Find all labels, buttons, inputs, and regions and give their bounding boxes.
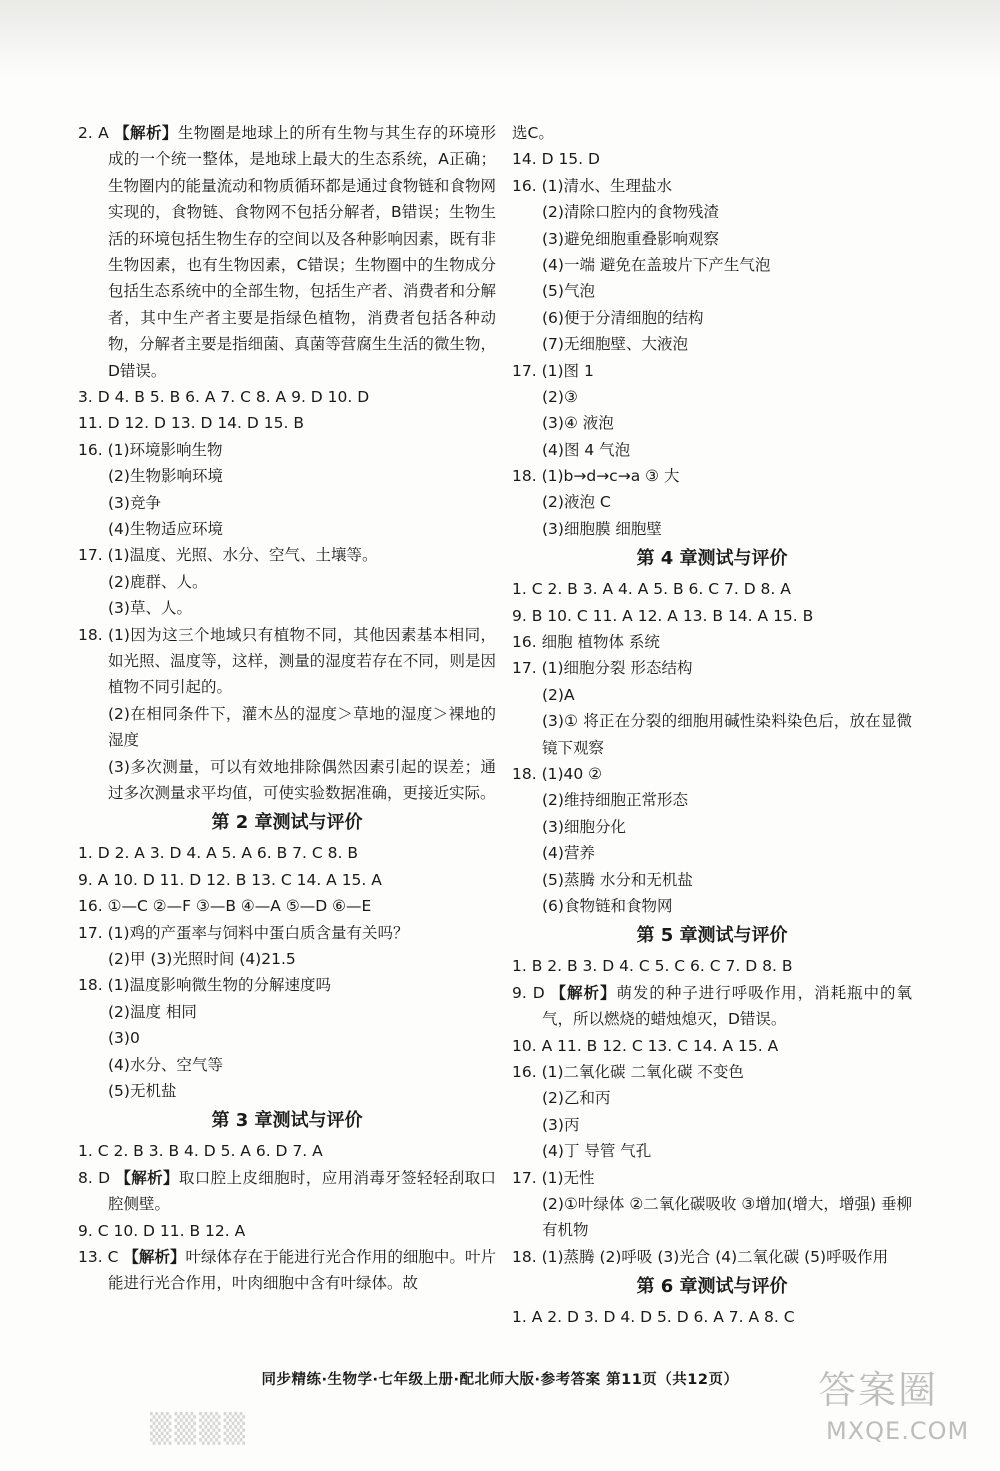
answer-line: 16. (1)环境影响生物	[78, 440, 223, 459]
answer-subitem: (5)气泡	[542, 282, 595, 301]
answer-line: 16. 细胞 植物体 系统	[512, 633, 660, 652]
answer-item	[512, 980, 912, 1033]
watermark-logo	[818, 1359, 978, 1459]
analysis-tag: 【解析】	[550, 983, 617, 1002]
answer-subitem: (3)草、人。	[108, 599, 192, 618]
answer-subitem: (2)液泡 C	[542, 493, 611, 512]
answer-subitem: (6)便于分清细胞的结构	[542, 308, 704, 327]
answer-line: 1. C 2. B 3. A 4. A 5. B 6. C 7. D 8. A	[512, 580, 791, 599]
answer-number: 18.	[78, 625, 108, 644]
answer-subitem: (3)多次测量，可以有效地排除偶然因素引起的误差；通过多次测量求平均值，可使实验数据准确，更接近实际。	[108, 757, 496, 803]
answer-subitem: (2)在相同条件下，灌木丛的湿度＞草地的湿度＞裸地的湿度	[108, 704, 496, 750]
watermark-site: MXQE.COM	[826, 1417, 970, 1445]
answer-text: 取口腔上皮细胞时，应用消毒牙签轻轻刮取口腔侧壁。	[108, 1168, 496, 1214]
answer-line: 14. D 15. D	[512, 150, 600, 169]
analysis-tag: 【解析】	[114, 124, 178, 142]
answer-text: 叶绿体存在于能进行光合作用的细胞中。叶片能进行光合作用，叶肉细胞中含有叶绿体。故	[108, 1247, 496, 1293]
answer-subitem: (5)无机盐	[108, 1081, 177, 1100]
answer-line: 10. A 11. B 12. C 13. C 14. A 15. A	[512, 1036, 779, 1055]
answer-line: 17. (1)图 1	[512, 361, 594, 380]
section-heading: 第 3 章测试与评价	[211, 1110, 363, 1132]
answer-item	[78, 120, 496, 384]
answer-subitem: (3)④ 液泡	[542, 414, 614, 433]
analysis-tag: 【解析】	[123, 1247, 186, 1266]
answer-subitem: (4)水分、空气等	[108, 1055, 223, 1074]
answer-number: 8. D	[78, 1168, 116, 1187]
answer-subitem: (6)食物链和食物网	[542, 896, 673, 915]
answer-line: 9. B 10. C 11. A 12. A 13. B 14. A 15. B	[512, 606, 814, 625]
answer-number: 9. D	[512, 983, 551, 1002]
page-footer: 同步精练·生物学·七年级上册·配北师大版·参考答案 第11页（共12页）	[261, 1372, 739, 1388]
analysis-tag: 【解析】	[115, 1168, 179, 1187]
answer-subitem: (4)一端 避免在盖玻片下产生气泡	[542, 255, 771, 274]
answer-subitem: (3)丙	[542, 1115, 580, 1134]
answer-subitem: (2)鹿群、人。	[108, 572, 208, 591]
answer-subitem: (3)0	[108, 1029, 140, 1048]
answer-line: 1. B 2. B 3. D 4. C 5. C 6. C 7. D 8. B	[512, 957, 793, 976]
section-heading: 第 2 章测试与评价	[211, 812, 363, 834]
answer-subitem: (2)乙和丙	[542, 1089, 611, 1108]
faint-stamp-mark: ▒▒▒▒	[150, 1412, 249, 1445]
left-column	[78, 120, 496, 1297]
answer-line: 1. C 2. B 3. B 4. D 5. A 6. D 7. A	[78, 1142, 323, 1161]
answer-line: 9. A 10. D 11. D 12. B 13. C 14. A 15. A	[78, 870, 382, 889]
answer-subitem: (4)生物适应环境	[108, 520, 223, 539]
answer-number: 13. C	[78, 1247, 124, 1266]
answer-line: 1. A 2. D 3. D 4. D 5. D 6. A 7. A 8. C	[512, 1308, 795, 1327]
answer-subitem: (4)丁 导管 气孔	[542, 1142, 652, 1161]
answer-line: 17. (1)无性	[512, 1168, 595, 1187]
answer-subitem: (2)①叶绿体 ②二氧化碳吸收 ③增加(增大，增强) 垂柳 有机物	[542, 1194, 912, 1240]
answer-subitem: (2)温度 相同	[108, 1002, 197, 1021]
answer-line: 1. D 2. A 3. D 4. A 5. A 6. B 7. C 8. B	[78, 844, 358, 863]
answer-line: 3. D 4. B 5. B 6. A 7. C 8. A 9. D 10. D	[78, 388, 370, 407]
scan-shadow-top	[0, 0, 1000, 80]
answer-item	[78, 1165, 496, 1218]
answer-line: 18. (1)40 ②	[512, 765, 603, 784]
answer-line: 11. D 12. D 13. D 14. D 15. B	[78, 414, 304, 433]
answer-subitem: (3)细胞膜 细胞壁	[542, 519, 662, 538]
answer-subitem: (5)蒸腾 水分和无机盐	[542, 870, 693, 889]
answer-line: 17. (1)温度、光照、水分、空气、土壤等。	[78, 546, 378, 565]
section-heading: 第 6 章测试与评价	[636, 1276, 788, 1298]
answer-subitem: (2)维持细胞正常形态	[542, 791, 688, 810]
answer-subitem: (2)生物影响环境	[108, 467, 223, 486]
answer-subitem: (2)甲 (3)光照时间 (4)21.5	[108, 949, 296, 968]
answer-text: (1)蒸腾 (2)呼吸 (3)光合 (4)二氧化碳 (5)呼吸作用	[541, 1247, 889, 1266]
answer-number: 18.	[512, 1247, 542, 1266]
answer-item	[78, 1244, 496, 1297]
answer-item	[512, 1244, 912, 1270]
answer-line: 16. ①—C ②—F ③—B ④—A ⑤—D ⑥—E	[78, 897, 372, 916]
section-heading: 第 4 章测试与评价	[636, 548, 788, 570]
answer-text: (1)因为这三个地域只有植物不同，其他因素基本相同，如光照、温度等，这样，测量的湿度若存在不同，则是因植物不同引起的。	[108, 625, 496, 697]
answer-subitem: (7)无细胞壁、大液泡	[542, 335, 688, 354]
answer-item	[78, 622, 496, 701]
answer-subitem: (2)清除口腔内的食物残渣	[542, 203, 719, 222]
answer-line: 9. C 10. D 11. B 12. A	[78, 1221, 246, 1240]
answer-text: 萌发的种子进行呼吸作用，消耗瓶中的氧气，所以燃烧的蜡烛熄灭，D错误。	[542, 983, 912, 1029]
answer-number: 2. A	[78, 124, 115, 142]
answer-subitem: (4)图 4 气泡	[542, 440, 631, 459]
answer-subitem: (3)竞争	[108, 493, 161, 512]
answer-line: 16. (1)清水、生理盐水	[512, 176, 673, 195]
right-column	[512, 120, 912, 1331]
answer-line: 18. (1)温度影响微生物的分解速度吗	[78, 976, 332, 995]
answer-subitem: (3)避免细胞重叠影响观察	[542, 229, 719, 248]
answer-subitem: (2)③	[542, 387, 578, 406]
answer-line: 17. (1)细胞分裂 形态结构	[512, 659, 693, 678]
answer-subitem: (2)A	[542, 685, 575, 704]
answer-line: 16. (1)二氧化碳 二氧化碳 不变色	[512, 1062, 744, 1081]
answer-subitem: (3)① 将正在分裂的细胞用碱性染料染色后，放在显微镜下观察	[542, 712, 912, 757]
answer-subitem: (4)营养	[542, 844, 595, 863]
answer-text: 生物圈是地球上的所有生物与其生存的环境形成的一个统一整体，是地球上最大的生态系统，A正确；生物圈内的能量流动和物质循环都是通过食物链和食物网实现的，食物链、食物网不包括分解者，B错误；生物生活的环境包括生物生存的空间以及各种影响因素，既有非生物因素，也有生物因素，C错误；生物圈中的生物成分包括生态系统中的全部生物，包括生产者、消费者和分解者，其中生产者主要是指绿色植物，消费者包括各种动物，分解者主要是指细菌、真菌等营腐生生活的微生物，D错误。	[108, 124, 496, 380]
answer-subitem: (3)细胞分化	[542, 817, 626, 836]
section-heading: 第 5 章测试与评价	[636, 925, 788, 947]
answer-line: 选C。	[512, 124, 554, 142]
answer-line: 18. (1)b→d→c→a ③ 大	[512, 467, 680, 486]
watermark-main: 答案圈	[818, 1368, 939, 1412]
answer-line: 17. (1)鸡的产蛋率与饲料中蛋白质含量有关吗？	[78, 923, 409, 942]
